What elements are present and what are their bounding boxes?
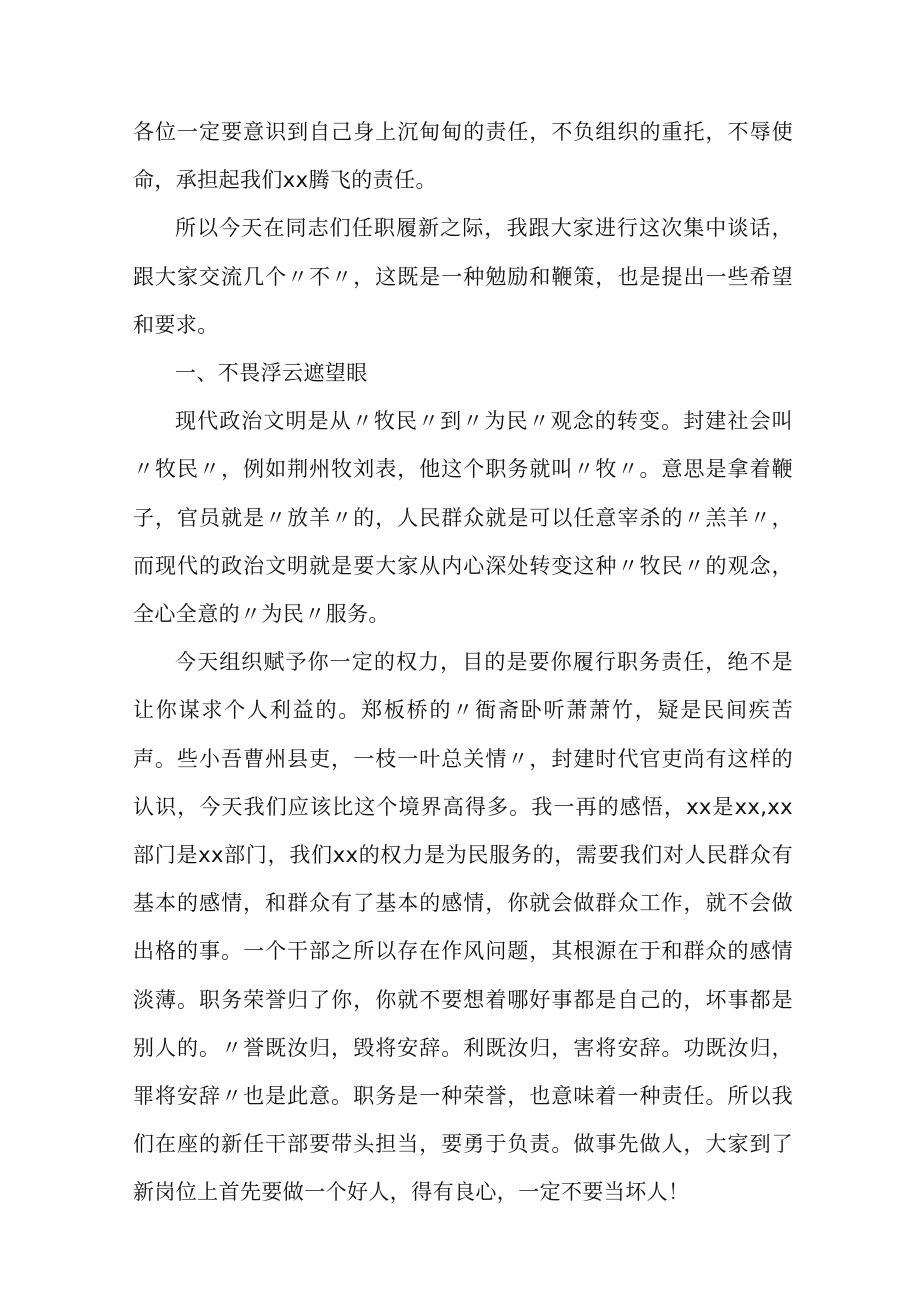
paragraph-intro: 所以今天在同志们任职履新之际，我跟大家进行这次集中谈话，跟大家交流几个〃不〃，这既是一种勉励和鞭策，也是提出一些希望和要求。 — [133, 216, 793, 337]
paragraph-political-civilization: 现代政治文明是从〃牧民〃到〃为民〃观念的转变。封建社会叫〃牧民〃，例如荆州牧刘表，他这个职务就叫〃牧〃。意思是拿着鞭子，官员就是〃放羊〃的，人民群众就是可以任意宰杀的〃羔羊〃，而现代的政治文明就是要大家从内心深处转变这种〃牧民〃的观念，全心全意的〃为民〃服务。 — [133, 409, 793, 627]
document-body — [133, 108, 793, 1217]
paragraph-continuation: 各位一定要意识到自己身上沉甸甸的责任，不负组织的重托，不辱使命，承担起我们xx腾飞的责任。 — [133, 120, 793, 193]
section-heading: 一、不畏浮云遮望眼 — [175, 361, 368, 386]
paragraph-power-and-duty: 今天组织赋予你一定的权力，目的是要你履行职务责任，绝不是让你谋求个人利益的。郑板桥的〃衙斋卧听萧萧竹，疑是民间疾苦声。些小吾曹州县吏，一枝一叶总关情〃，封建时代官吏尚有这样的认识，今天我们应该比这个境界高得多。我一再的感悟，xx是xx,xx部门是xx部门，我们xx的权力是为民服务的，需要我们对人民群众有基本的感情，和群众有了基本的感情，你就会做群众工作，就不会做出格的事。一个干部之所以存在作风问题，其根源在于和群众的感情淡薄。职务荣誉归了你，你就不要想着哪好事都是自己的，坏事都是别人的。〃誉既汝归，毁将安辞。利既汝归，害将安辞。功既汝归，罪将安辞〃也是此意。职务是一种荣誉，也意味着一种责任。所以我们在座的新任干部要带头担当，要勇于负责。做事先做人，大家到了新岗位上首先要做一个好人，得有良心，一定不要当坏人！ — [133, 650, 793, 1205]
